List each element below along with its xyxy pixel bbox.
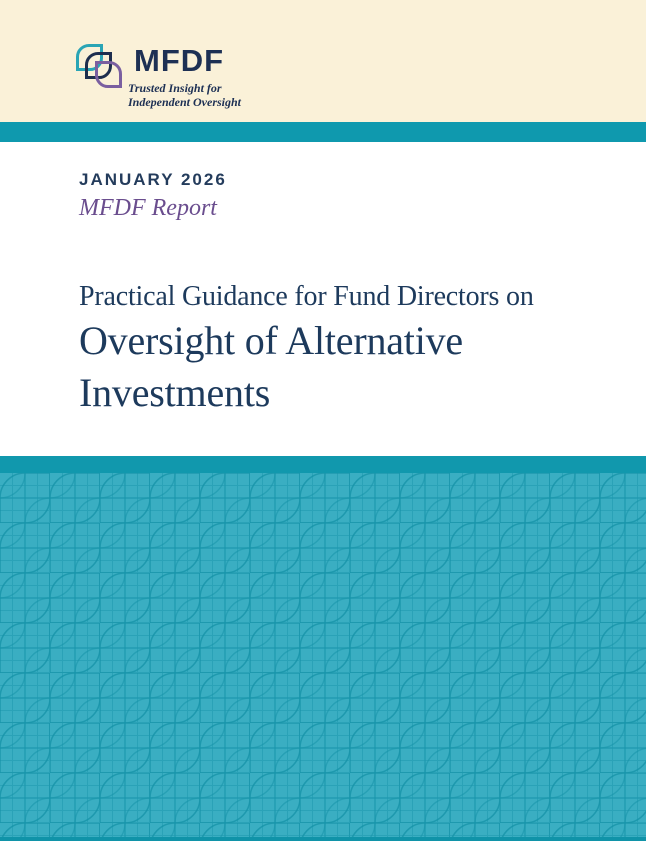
cover-pattern-band: [0, 473, 646, 837]
report-series-label: MFDF Report: [79, 195, 217, 221]
report-date: JANUARY 2026: [79, 170, 227, 189]
title-kicker: Practical Guidance for Fund Directors on: [79, 281, 534, 312]
title-main-line1: Oversight of Alternative: [79, 318, 463, 363]
cover-pattern-icon: [0, 473, 646, 837]
logo-tagline: [128, 81, 241, 109]
logo-text-block: [128, 44, 241, 109]
page-title: [79, 279, 596, 419]
accent-bar-top: [0, 122, 646, 142]
logo-leaf-purple-icon: [95, 61, 122, 88]
cover-content: [0, 142, 646, 456]
bottom-strip: [0, 837, 646, 841]
mfdf-logo-mark-icon: [76, 44, 124, 91]
masthead: [0, 0, 646, 122]
logotype: MFDF: [134, 43, 225, 78]
logo-tagline-line1: Trusted Insight for: [128, 81, 222, 95]
title-main-line2: Investments: [79, 370, 271, 415]
logo-tagline-line2: Independent Oversight: [128, 95, 242, 109]
divider-bar: [0, 456, 646, 473]
mfdf-logo: [76, 44, 241, 109]
